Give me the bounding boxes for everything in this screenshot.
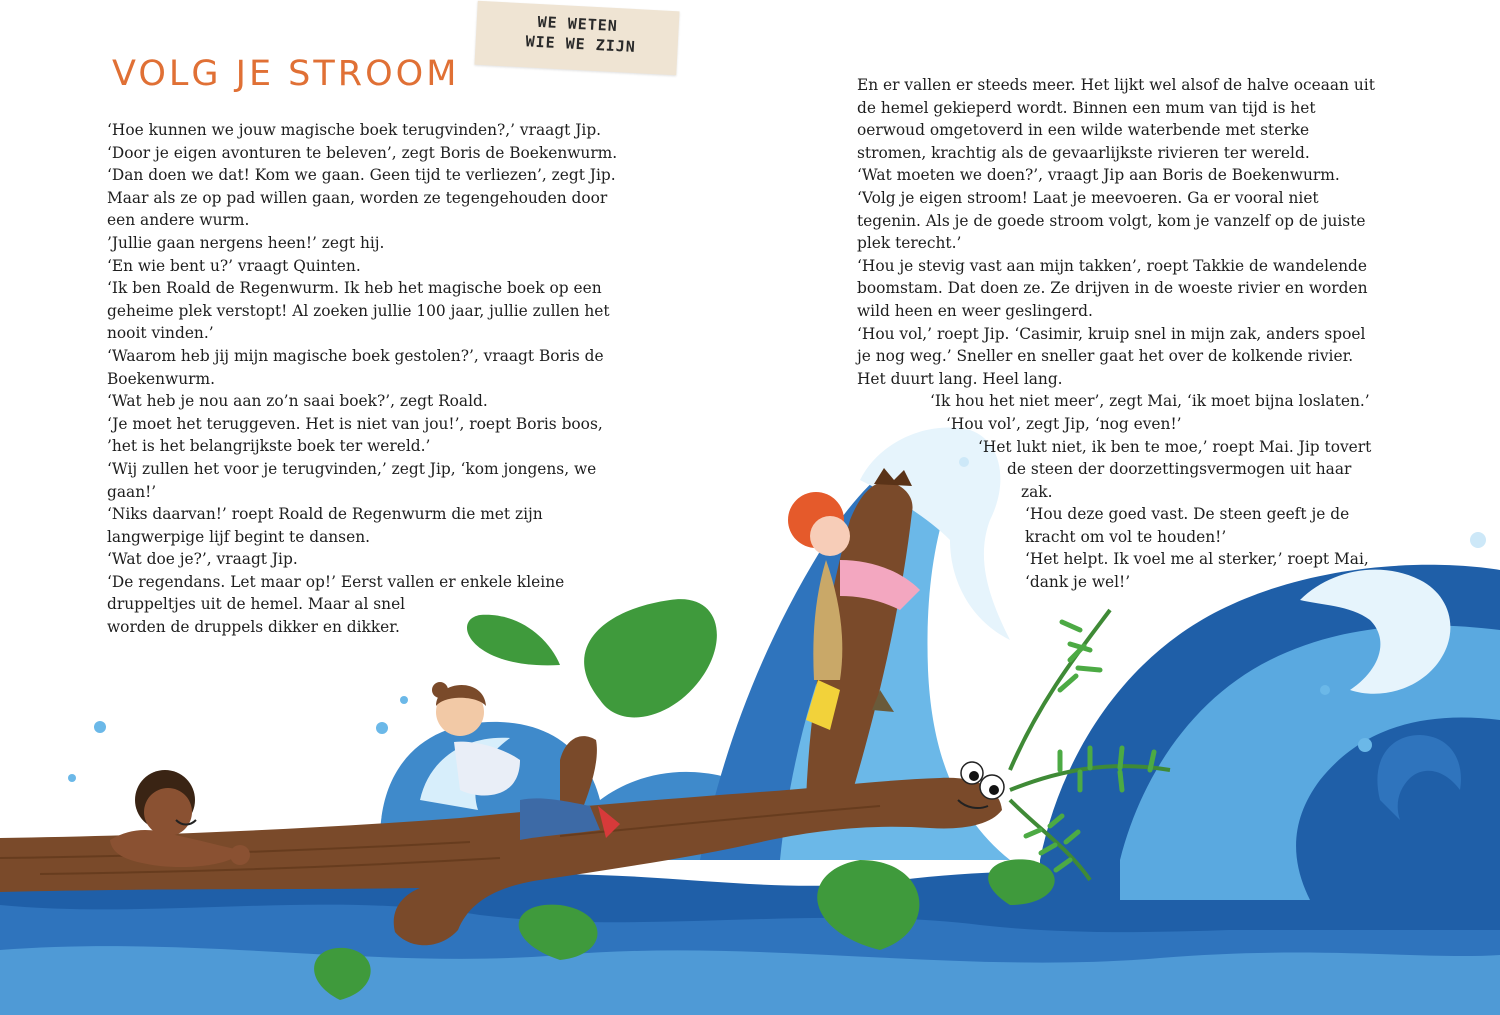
text-line: boomstam. Dat doen ze. Ze drijven in de woeste rivier en worden xyxy=(857,279,1368,298)
light-water-band xyxy=(0,946,1500,1015)
text-line: worden de druppels dikker en dikker. xyxy=(107,618,400,637)
text-line: stromen, krachtig als de gevaarlijkste rivieren ter wereld. xyxy=(857,143,1310,162)
text-line: ‘En wie bent u?’ vraagt Quinten. xyxy=(107,256,361,275)
indented-text-line: ‘Ik hou het niet meer’, zegt Mai, ‘ik moet bijna loslaten.’ xyxy=(930,392,1370,411)
text-line: gaan!’ xyxy=(107,482,157,501)
text-line: ’Jullie gaan nergens heen!’ zegt hij. xyxy=(107,233,385,252)
text-line: ‘Dan doen we dat! Kom we gaan. Geen tijd te verliezen’, zegt Jip. xyxy=(107,166,616,185)
text-line: langwerpige lijf begint te dansen. xyxy=(107,527,370,546)
indented-text-line: ‘dank je wel!’ xyxy=(1025,573,1131,592)
tag-line-2: WIE WE ZIJN xyxy=(525,32,637,57)
right-text-column xyxy=(857,74,1375,594)
text-line: ‘Wij zullen het voor je terugvinden,’ zegt Jip, ‘kom jongens, we xyxy=(107,459,597,478)
text-line: ‘Hoe kunnen we jouw magische boek terugvinden?,’ vraagt Jip. xyxy=(107,121,602,139)
text-line: de hemel gekieperd wordt. Binnen een mum van tijd is het xyxy=(857,98,1316,117)
text-line: druppeltjes uit de hemel. Maar al snel xyxy=(107,595,406,614)
text-line: ‘Volg je eigen stroom! Laat je meevoeren. Ga er vooral niet xyxy=(857,188,1319,207)
text-line: een andere wurm. xyxy=(107,211,250,230)
indented-text-line: kracht om vol te houden!’ xyxy=(1025,527,1227,546)
text-line: geheime plek verstopt! Al zoeken jullie 100 jaar, jullie zullen het xyxy=(107,301,610,320)
text-line: ‘Wat doe je?’, vraagt Jip. xyxy=(107,550,298,569)
text-line: Maar als ze op pad willen gaan, worden ze tegengehouden door xyxy=(107,188,608,207)
text-line: ‘Wat heb je nou aan zo’n saai boek?’, zegt Roald. xyxy=(107,392,488,411)
text-line: tegenin. Als je de goede stroom volgt, kom je vanzelf op de juiste xyxy=(857,211,1366,230)
text-line: je nog weg.’ Sneller en sneller gaat het over de kolkende rivier. xyxy=(857,347,1354,366)
indented-text-line: ‘Hou vol’, zegt Jip, ‘nog even!’ xyxy=(946,414,1182,433)
text-line: Boekenwurm. xyxy=(107,369,215,388)
text-line: wild heen en weer geslingerd. xyxy=(857,301,1093,320)
indented-text-line: de steen der doorzettingsvermogen uit haar xyxy=(1007,460,1352,479)
indented-text-line: ‘Hou deze goed vast. De steen geeft je de xyxy=(1025,505,1350,524)
left-text-column xyxy=(107,119,617,639)
text-line: ‘Ik ben Roald de Regenwurm. Ik heb het magische boek op een xyxy=(107,279,602,298)
text-line: oerwoud omgetoverd in een wilde waterbende met sterke xyxy=(857,121,1310,140)
indented-text-line: ‘Het lukt niet, ik ben te moe,’ roept Mai. Jip tovert xyxy=(978,437,1372,456)
text-line: ‘Door je eigen avonturen te beleven’, zegt Boris de Boekenwurm. xyxy=(107,143,618,162)
text-line: Het duurt lang. Heel lang. xyxy=(857,369,1063,388)
indented-text-line: zak. xyxy=(1021,482,1053,501)
text-line: ‘Wat moeten we doen?’, vraagt Jip aan Boris de Boekenwurm. xyxy=(857,166,1340,185)
text-line: ‘De regendans. Let maar op!’ Eerst vallen er enkele kleine xyxy=(107,572,565,591)
text-line: ‘Je moet het teruggeven. Het is niet van jou!’, roept Boris boos, xyxy=(107,414,603,433)
text-line: ’het is het belangrijkste boek ter wereld.’ xyxy=(107,437,431,456)
text-line: plek terecht.’ xyxy=(857,234,962,253)
chapter-tag-tape xyxy=(474,1,679,75)
text-line: ‘Hou je stevig vast aan mijn takken’, roept Takkie de wandelende xyxy=(857,256,1367,275)
text-line: nooit vinden.’ xyxy=(107,324,214,343)
boy-character xyxy=(110,770,250,867)
tag-line-1: WE WETEN xyxy=(537,12,619,36)
text-line: ‘Waarom heb jij mijn magische boek gestolen?’, vraagt Boris de xyxy=(107,346,604,365)
text-line: En er vallen er steeds meer. Het lijkt wel alsof de halve oceaan uit xyxy=(857,76,1375,94)
text-line: ‘Hou vol,’ roept Jip. ‘Casimir, kruip snel in mijn zak, anders spoel xyxy=(857,324,1366,343)
indented-text-line: ‘Het helpt. Ik voel me al sterker,’ roept Mai, xyxy=(1025,550,1369,569)
text-line: ‘Niks daarvan!’ roept Roald de Regenwurm die met zijn xyxy=(107,505,543,524)
chapter-title: VOLG JE STROOM xyxy=(112,54,460,94)
